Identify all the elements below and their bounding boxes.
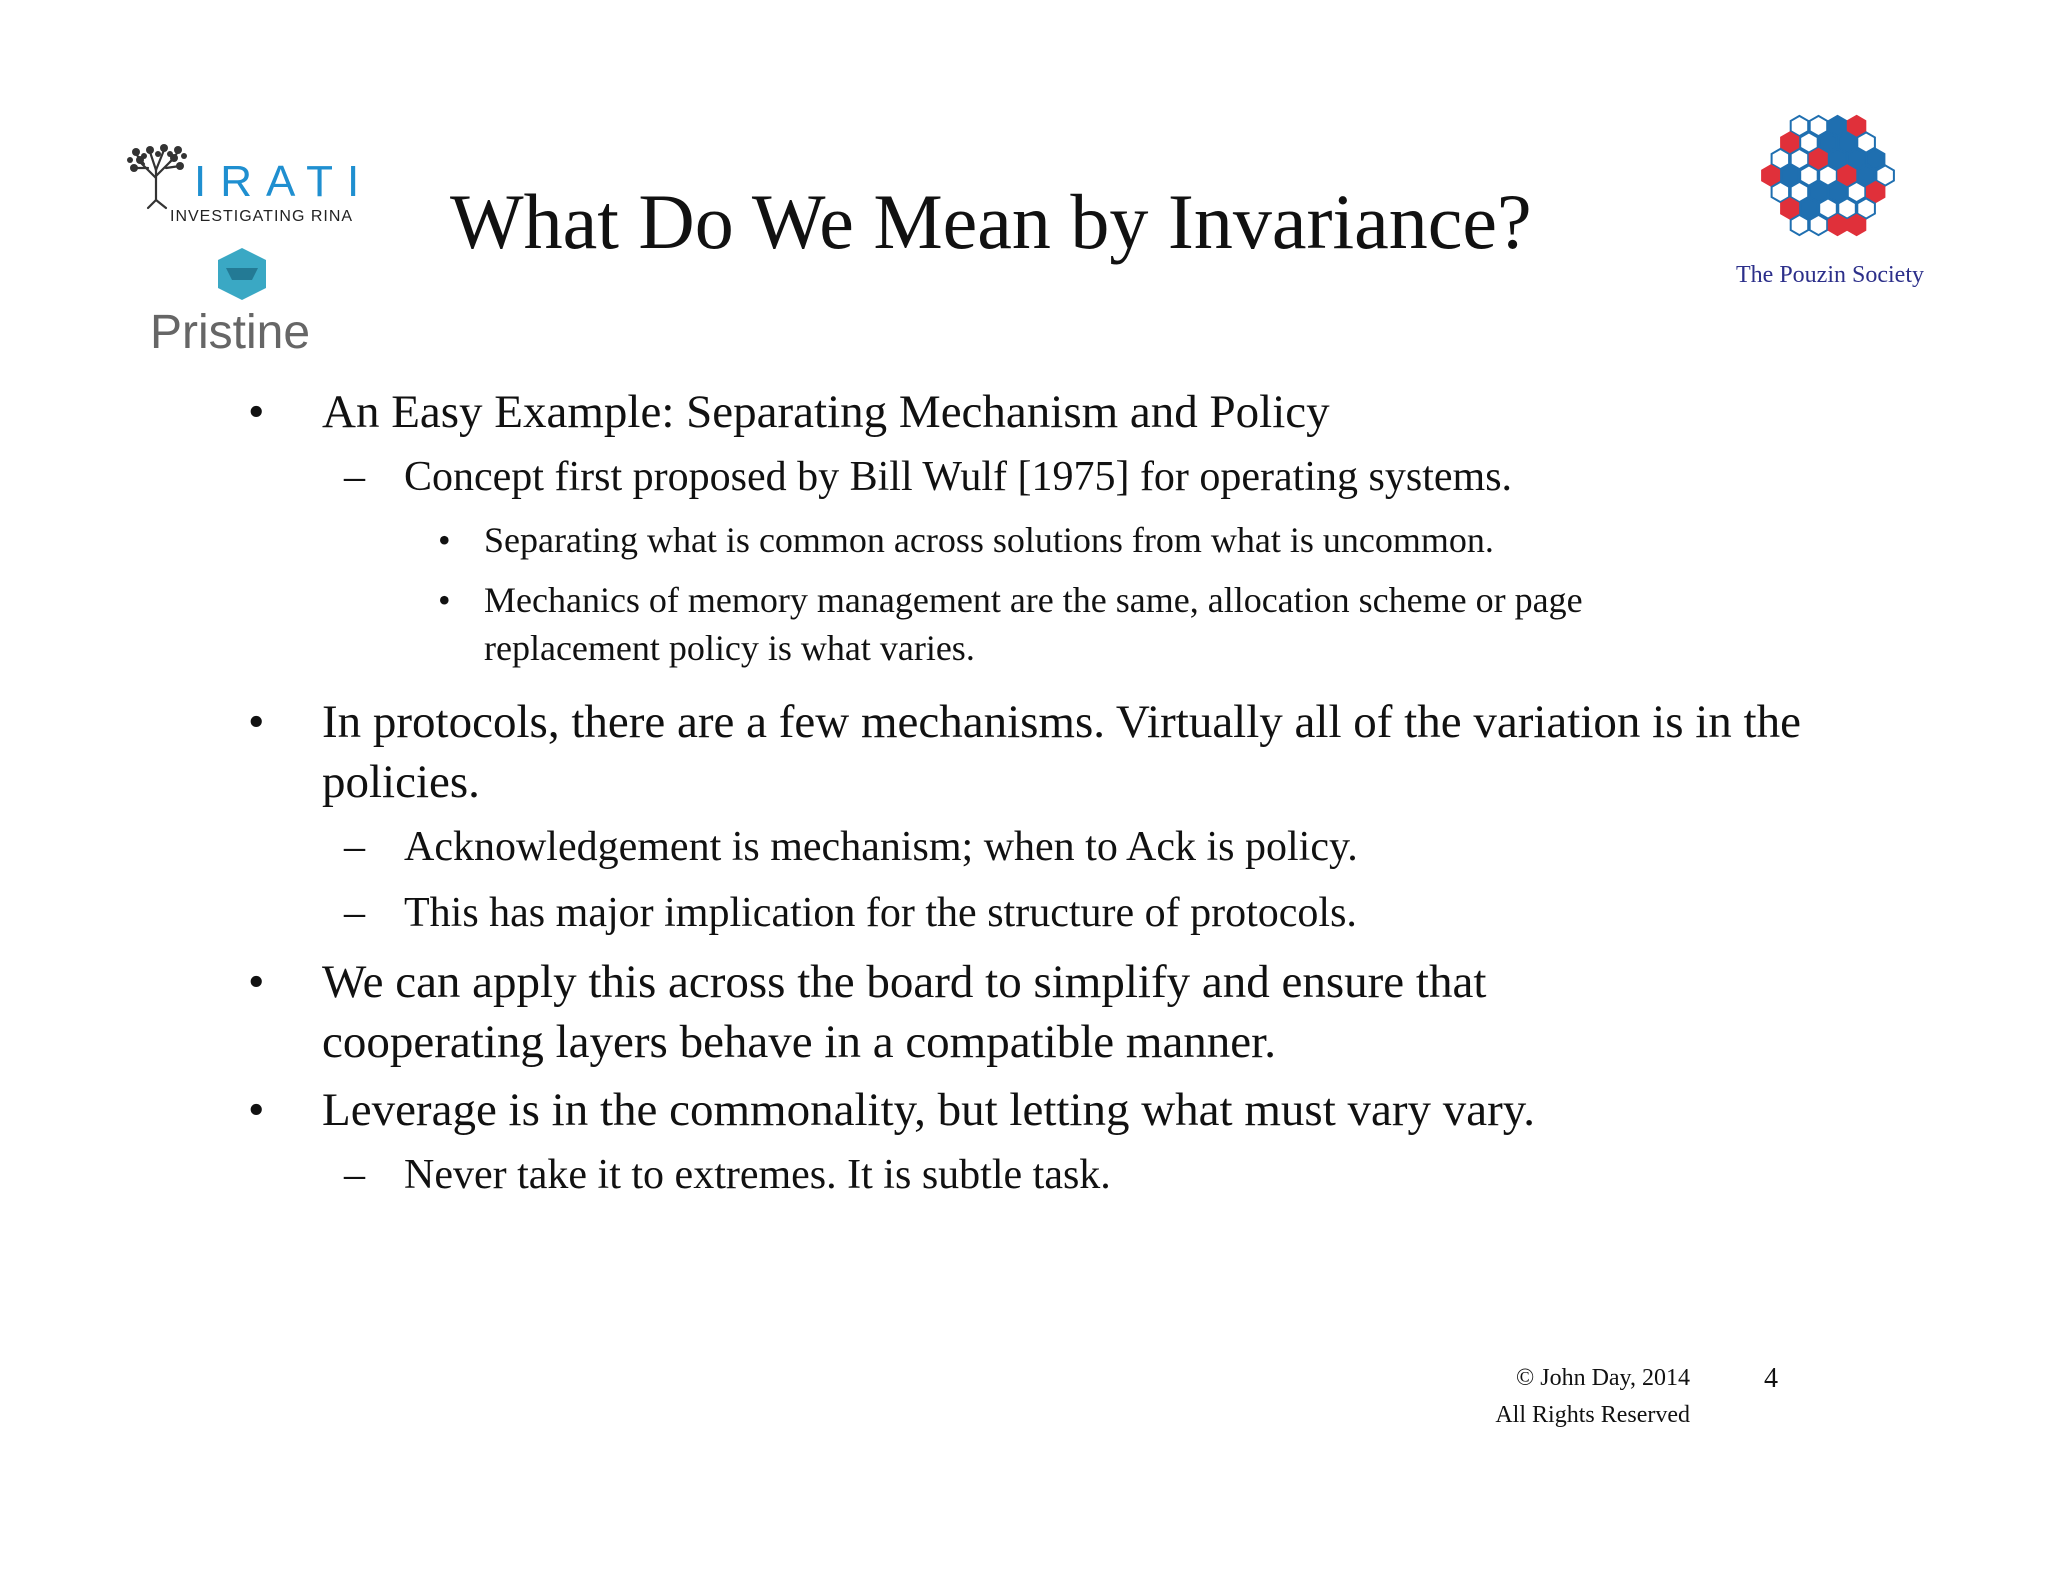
sub-bullet-item	[248, 450, 1808, 504]
hexagon-cell	[1781, 198, 1799, 218]
hexagon-cell	[1848, 116, 1866, 136]
slide-body	[248, 382, 1808, 1214]
dash-marker: –	[344, 890, 365, 936]
hexagon-cell	[1838, 132, 1856, 152]
sub-bullet-text: Acknowledgement is mechanism; when to Ack is policy.	[404, 824, 1358, 870]
sub-bullet-item	[248, 820, 1808, 874]
hexagon-cell	[1762, 165, 1780, 185]
bullet-marker: •	[248, 696, 265, 748]
sub-sub-bullet-item	[248, 576, 2004, 672]
hexagon-cell	[1791, 116, 1809, 136]
hexagon-cell	[1819, 198, 1837, 218]
copyright-notice	[1400, 1360, 1690, 1434]
hexagon-cell	[1791, 182, 1809, 202]
irati-tagline: INVESTIGATING RINA	[170, 208, 354, 225]
bullet-marker: •	[248, 956, 265, 1008]
bullet-item	[248, 1080, 1808, 1140]
sub-bullet-text: Concept first proposed by Bill Wulf [1975] for operating systems.	[404, 454, 1513, 500]
sub-sub-bullet-item	[248, 516, 1808, 564]
hexagon-cell	[1829, 182, 1847, 202]
hexagon-cell	[1810, 116, 1828, 136]
pristine-wordmark: Pristine	[150, 306, 311, 359]
hexagon-cell	[1819, 132, 1837, 152]
slide-title: What Do We Mean by Invariance?	[450, 178, 1532, 265]
bullet-item	[248, 692, 1808, 812]
hexagon-cell	[1772, 149, 1790, 169]
hexagon-cell	[1791, 149, 1809, 169]
hexagon-cell	[1781, 132, 1799, 152]
hexagon-cell	[1857, 165, 1875, 185]
page-number: 4	[1764, 1363, 1778, 1394]
bullet-marker: •	[438, 520, 451, 560]
hexagon-icon	[148, 246, 338, 310]
irati-wordmark: IRATI	[194, 157, 374, 206]
sub-bullet-text: Never take it to extremes. It is subtle task.	[404, 1152, 1111, 1198]
hexagon-cell	[1791, 215, 1809, 235]
irati-logo	[126, 138, 396, 238]
sub-bullet-item	[248, 1148, 1808, 1202]
bullet-item	[248, 952, 1808, 1072]
dash-marker: –	[344, 824, 365, 870]
hexagon-grid-icon	[1748, 110, 1908, 260]
hexagon-cell	[1829, 149, 1847, 169]
hexagon-cell	[1829, 116, 1847, 136]
hexagon-cell	[1800, 198, 1818, 218]
hexagon-cell	[1857, 132, 1875, 152]
pristine-logo	[148, 246, 338, 366]
bullet-marker: •	[438, 580, 451, 620]
hexagon-cell	[1838, 198, 1856, 218]
rights-line: All Rights Reserved	[1495, 1402, 1690, 1428]
hexagon-cell	[1800, 132, 1818, 152]
hexagon-cell	[1772, 182, 1790, 202]
copyright-line: © John Day, 2014	[1516, 1365, 1690, 1391]
bullet-marker: •	[248, 1084, 265, 1136]
dash-marker: –	[344, 1152, 365, 1198]
bullet-text: We can apply this across the board to simplify and ensure that cooperating layers behave in a compatible manner.	[322, 956, 1487, 1068]
hexagon-cell	[1781, 165, 1799, 185]
hexagon-cell	[1800, 165, 1818, 185]
pouzin-society-caption: The Pouzin Society	[1736, 262, 1924, 288]
hexagon-cell	[1838, 165, 1856, 185]
hexagon-cell	[1867, 182, 1885, 202]
hexagon-cell	[1829, 215, 1847, 235]
hexagon-cell	[1876, 165, 1894, 185]
hexagon-cell	[1848, 149, 1866, 169]
bullet-text: An Easy Example: Separating Mechanism and Policy	[322, 386, 1330, 438]
pouzin-society-logo	[1748, 110, 1908, 260]
hexagon-cell	[1810, 215, 1828, 235]
hexagon-cell	[1857, 198, 1875, 218]
hexagon-cell	[1810, 149, 1828, 169]
hexagon-cell	[1867, 149, 1885, 169]
sub-bullet-text: This has major implication for the structure of protocols.	[404, 890, 1357, 936]
bullet-item	[248, 382, 1808, 442]
hexagon-cell	[1848, 182, 1866, 202]
hexagon-cell	[1848, 215, 1866, 235]
sub-sub-bullet-text: Mechanics of memory management are the same, allocation scheme or page replacement policy is what varies.	[484, 580, 1583, 668]
bullet-marker: •	[248, 386, 265, 438]
hexagon-cell	[1819, 165, 1837, 185]
bullet-text: In protocols, there are a few mechanisms. Virtually all of the variation is in the policies.	[322, 696, 1801, 808]
sub-sub-bullet-text: Separating what is common across solutions from what is uncommon.	[484, 520, 1494, 560]
hexagon-cell	[1810, 182, 1828, 202]
sub-bullet-item	[248, 886, 1808, 940]
bullet-text: Leverage is in the commonality, but letting what must vary vary.	[322, 1084, 1535, 1136]
dash-marker: –	[344, 454, 365, 500]
